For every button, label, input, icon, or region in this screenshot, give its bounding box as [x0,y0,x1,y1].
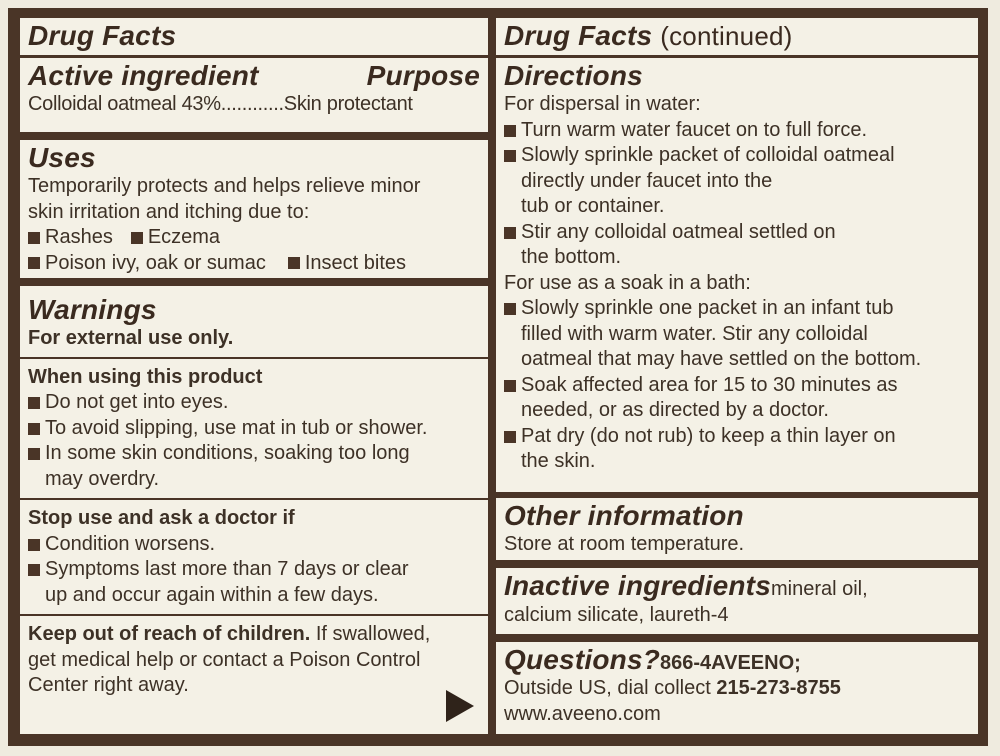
directions-subheading: For dispersal in water: [504,93,701,115]
directions-panel [496,18,978,492]
continued-label: (continued) [660,21,793,51]
bullet-icon [28,397,40,409]
bullet-icon [504,227,516,239]
direction-text: directly under faucet into the [521,169,773,192]
direction-text: Stir any colloidal oatmeal settled on [521,220,836,243]
inactive-ingredients-panel [496,568,978,634]
direction-item [504,373,970,399]
divider [20,614,488,616]
directions-heading: Directions [504,60,643,91]
warning-text: up and occur again within a few days. [45,583,379,606]
direction-item [504,424,970,450]
warning-item [28,390,480,416]
when-using-heading: When using this product [28,365,263,388]
keep-out-text [28,622,480,648]
bullet-icon [28,232,40,244]
warning-text: In some skin conditions, soaking too long [45,442,410,464]
warnings-panel [20,286,488,734]
divider [20,357,488,359]
direction-text: needed, or as directed by a doctor. [521,399,829,421]
bullet-icon [28,564,40,576]
other-information-heading: Other information [504,500,744,531]
bullet-icon [504,303,516,315]
drug-facts-title: Drug Facts [28,20,177,51]
warning-text: may overdry. [45,467,160,490]
outside-us-phone: 215-273-8755 [716,677,841,699]
bullet-icon [28,539,40,551]
stop-use-heading: Stop use and ask a doctor if [28,507,295,529]
direction-item [504,143,970,169]
continue-arrow-icon [446,690,474,722]
bullet-icon [28,423,40,435]
direction-text: the bottom. [521,246,622,268]
outside-us-text [504,676,970,702]
uses-panel [20,140,488,278]
uses-item: Poison ivy, oak or sumac [45,251,266,274]
questions-heading: Questions? [504,644,661,675]
warnings-heading: Warnings [28,294,157,325]
keep-out-rest: If swallowed, [310,623,431,645]
keep-out-text: get medical help or contact a Poison Control [28,648,421,671]
inactive-ingredients-text: mineral oil, [770,578,868,600]
direction-text: Pat dry (do not rub) to keep a thin layer on [521,424,896,447]
warning-item [28,441,480,467]
direction-text: Slowly sprinkle one packet in an infant tub [521,297,894,319]
warning-text: Symptoms last more than 7 days or clear [45,558,409,580]
bullet-icon [28,257,40,269]
uses-item: Insect bites [304,251,407,274]
active-ingredient-line: Colloidal oatmeal 43%............Skin protectant [28,93,413,115]
active-purpose-header [28,60,480,92]
bullet-icon [504,125,516,137]
direction-item [504,296,970,322]
warning-item [28,416,480,442]
direction-text: Slowly sprinkle packet of colloidal oatmeal [521,144,895,166]
active-ingredient-panel [20,18,488,132]
phone-number: 866-4AVEENO; [660,652,801,674]
direction-text: oatmeal that may have settled on the bottom. [521,348,922,370]
direction-text: Turn warm water faucet on to full force. [521,118,868,141]
warning-text: Condition worsens. [45,532,216,555]
outside-us-label: Outside US, dial collect [504,677,717,699]
bullet-icon [504,380,516,392]
direction-text: the skin. [521,450,596,472]
inactive-ingredients-line [504,570,970,603]
direction-text: filled with warm water. Stir any colloidal [521,322,868,345]
warning-item [28,557,480,583]
drug-facts-continued-title [504,20,970,52]
other-information-panel [496,498,978,560]
active-ingredient-heading: Active ingredient [28,60,259,91]
other-information-text: Store at room temperature. [504,533,745,555]
external-use-text: For external use only. [28,327,234,349]
website-text: www.aveeno.com [504,702,661,725]
uses-text: Temporarily protects and helps relieve minor [28,175,421,197]
warning-item [28,532,480,558]
uses-list-row [28,225,480,251]
uses-heading: Uses [28,142,96,173]
inactive-ingredients-heading: Inactive ingredients [504,570,771,601]
divider [20,498,488,500]
divider [496,55,978,58]
direction-text: Soak affected area for 15 to 30 minutes as [521,373,898,396]
uses-item: Rashes [45,226,113,248]
divider [20,55,488,58]
directions-subheading: For use as a soak in a bath: [504,271,751,294]
warning-text: To avoid slipping, use mat in tub or shower. [45,416,428,439]
drug-facts-label [8,8,988,746]
questions-line [504,644,970,676]
warning-text: Do not get into eyes. [45,391,229,413]
direction-item [504,220,970,246]
inactive-ingredients-text: calcium silicate, laureth-4 [504,603,729,626]
bullet-icon [504,431,516,443]
questions-panel [496,642,978,734]
keep-out-bold: Keep out of reach of children. [28,623,311,645]
uses-text: skin irritation and itching due to: [28,200,310,223]
keep-out-text: Center right away. [28,674,189,696]
bullet-icon [28,448,40,460]
bullet-icon [131,232,143,244]
drug-facts-title: Drug Facts [504,20,653,51]
uses-item: Eczema [147,226,221,248]
bullet-icon [288,257,300,269]
direction-text: tub or container. [521,195,665,217]
direction-item [504,118,970,144]
purpose-heading: Purpose [366,60,480,91]
bullet-icon [504,150,516,162]
uses-list-row [28,251,480,277]
